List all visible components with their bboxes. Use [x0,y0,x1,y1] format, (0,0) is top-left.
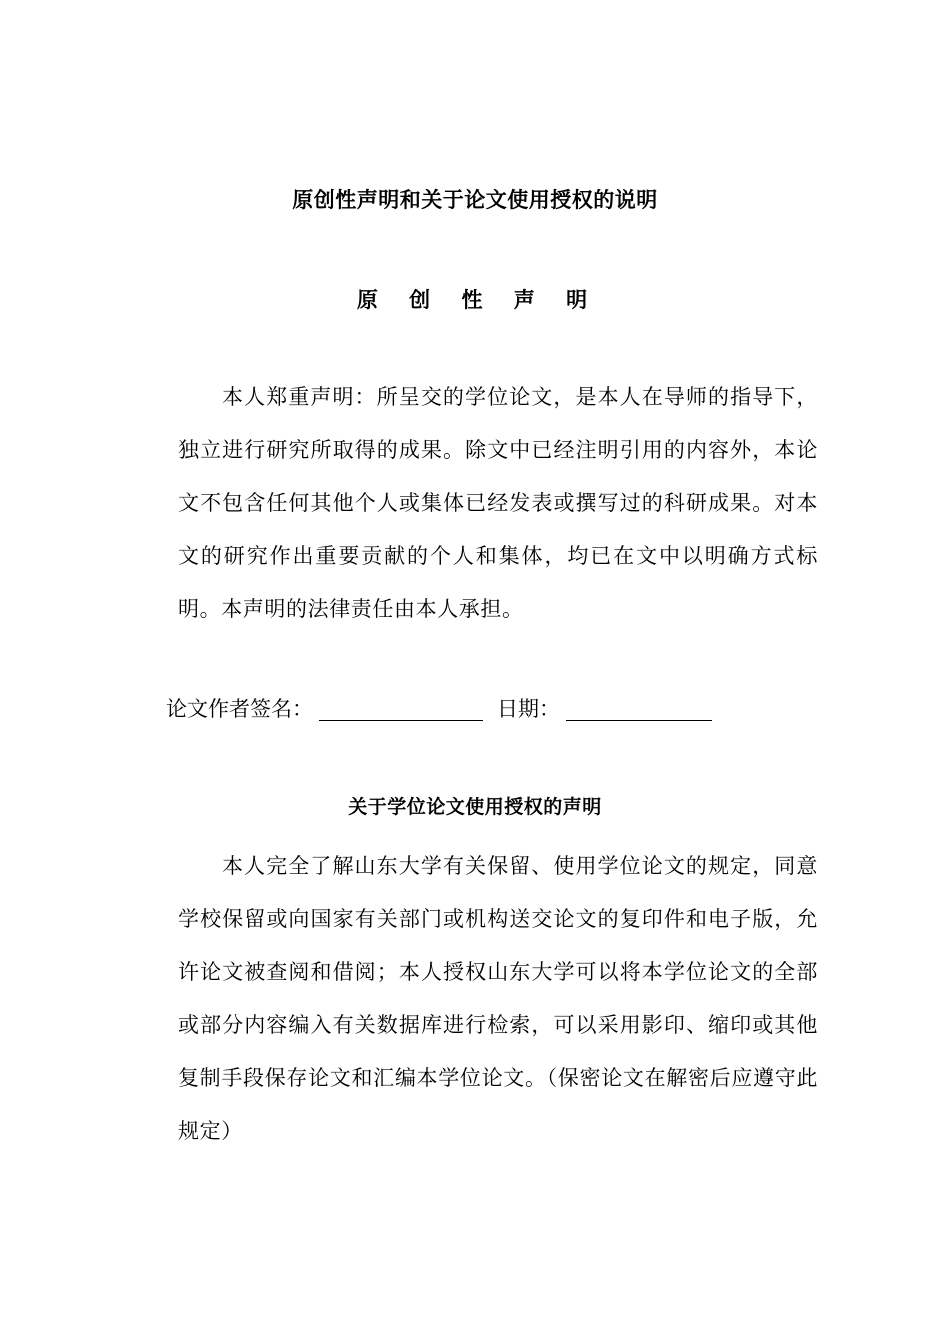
signature-line [166,690,712,726]
date-blank [566,696,712,721]
authorization-statement: 本人完全了解山东大学有关保留、使用学位论文的规定，同意学校保留或向国家有关部门或机构送交论文的复印件和电子版，允许论文被查阅和借阅；本人授权山东大学可以将本学位论文的全部或部分内容编入有关数据库进行检索，可以采用影印、缩印或其他复制手段保存论文和汇编本学位论文。（保密论文在解密后应遵守此规定） [178,854,818,1143]
originality-statement: 本人郑重声明：所呈交的学位论文，是本人在导师的指导下，独立进行研究所取得的成果。除文中已经注明引用的内容外，本论文不包含任何其他个人或集体已经发表或撰写过的科研成果。对本文的研究作出重要贡献的个人和集体，均已在文中以明确方式标明。本声明的法律责任由本人承担。 [178,385,818,621]
signature-label: 论文作者签名： [166,697,313,721]
authorization-heading: 关于学位论文使用授权的声明 [348,796,602,818]
originality-heading: 原 创 性 声 明 [356,288,600,312]
signature-blank [319,696,483,721]
date-label: 日期： [497,697,560,721]
document-title: 原创性声明和关于论文使用授权的说明 [292,188,658,212]
